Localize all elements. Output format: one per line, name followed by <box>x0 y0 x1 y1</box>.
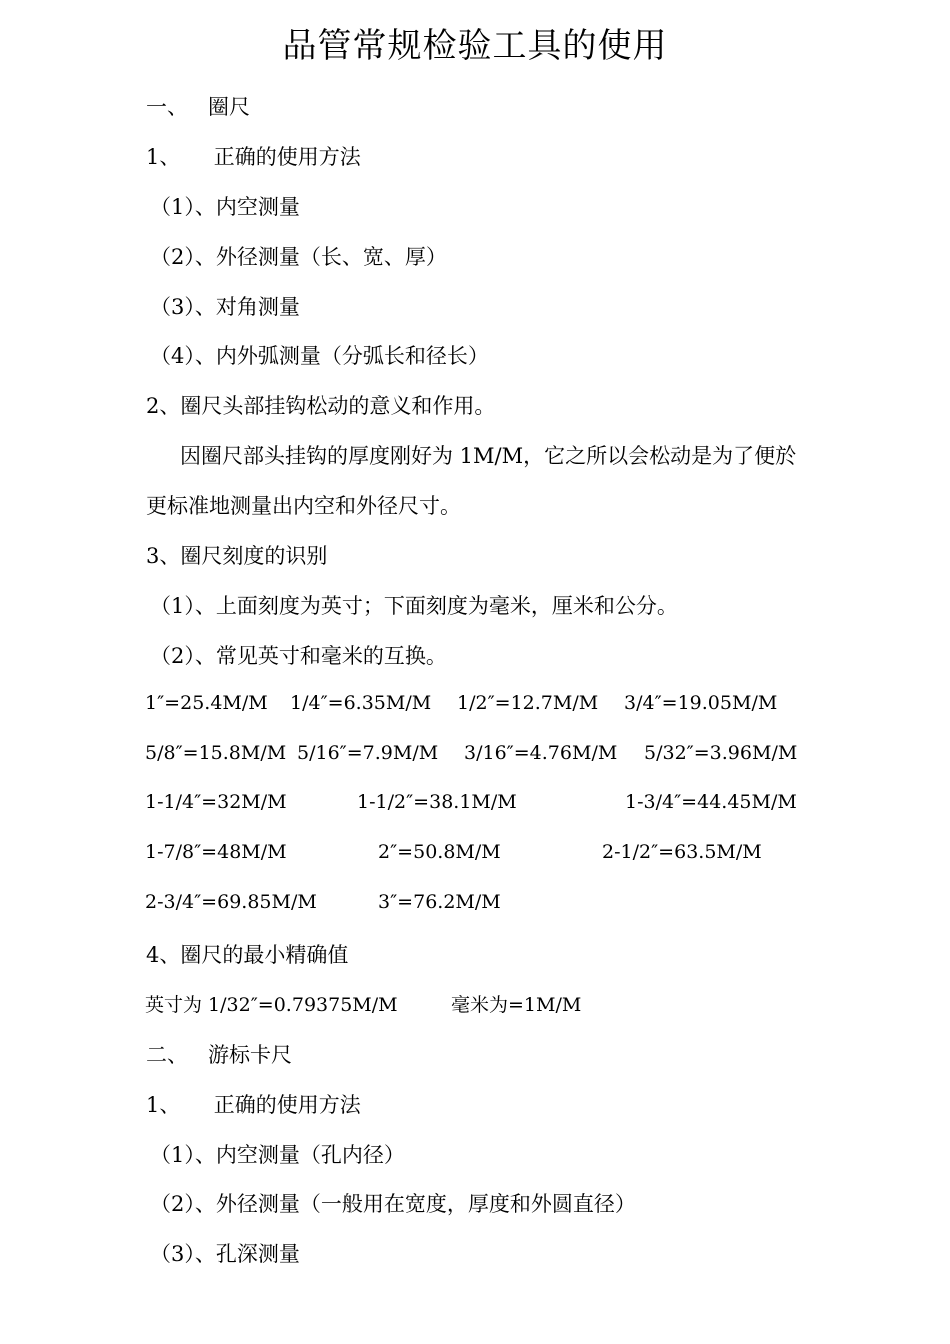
list-item-outer-measure: （2）、外径测量（长、宽、厚） <box>150 245 447 269</box>
conversion-row <box>0 692 950 722</box>
conversion-value: 3″=76.2M/M <box>378 891 501 913</box>
conversion-value: 1-1/4″=32M/M <box>145 791 287 813</box>
conversion-value: 3/16″=4.76M/M <box>464 742 618 764</box>
list-item-diagonal-measure: （3）、对角测量 <box>150 295 300 319</box>
subheading-hook-meaning: 2、圈尺头部挂钩松动的意义和作用。 <box>146 394 496 418</box>
list-item-arc-measure: （4）、内外弧测量（分弧长和径长） <box>150 344 489 368</box>
conversion-value: 2″=50.8M/M <box>378 841 501 863</box>
subheading-usage-method: 1、 正确的使用方法 <box>146 145 361 169</box>
conversion-value: 3/4″=19.05M/M <box>624 692 778 714</box>
conversion-value: 5/8″=15.8M/M <box>145 742 287 764</box>
conversion-value: 1-3/4″=44.45M/M <box>625 791 797 813</box>
conversion-value: 1-1/2″=38.1M/M <box>357 791 517 813</box>
conversion-value: 1-7/8″=48M/M <box>145 841 287 863</box>
list-item-hole-depth: （3）、孔深测量 <box>150 1242 300 1266</box>
list-item-outer-diameter: （2）、外径测量（一般用在宽度，厚度和外圆直径） <box>150 1192 636 1216</box>
conversion-row <box>0 841 950 871</box>
list-item-conversion-heading: （2）、常见英寸和毫米的互换。 <box>150 644 447 668</box>
precision-mm: 毫米为=1M/M <box>451 994 582 1016</box>
conversion-value: 2-1/2″=63.5M/M <box>602 841 762 863</box>
conversion-value: 5/32″=3.96M/M <box>644 742 798 764</box>
section-heading-tape-measure: 一、 圈尺 <box>146 95 251 119</box>
subheading-usage-method: 1、 正确的使用方法 <box>146 1093 361 1117</box>
paragraph-hook-line2: 更标准地测量出内空和外径尺寸。 <box>146 494 461 518</box>
list-item-scale-units: （1）、上面刻度为英寸；下面刻度为毫米，厘米和公分。 <box>150 594 678 618</box>
conversion-value: 1/4″=6.35M/M <box>290 692 432 714</box>
subheading-scale-reading: 3、圈尺刻度的识别 <box>146 544 328 568</box>
list-item-hole-inner: （1）、内空测量（孔内径） <box>150 1143 405 1167</box>
conversion-value: 1″=25.4M/M <box>145 692 268 714</box>
conversion-row <box>0 891 950 921</box>
list-item-inner-measure: （1）、内空测量 <box>150 195 300 219</box>
conversion-value: 1/2″=12.7M/M <box>457 692 599 714</box>
section-heading-vernier-caliper: 二、 游标卡尺 <box>146 1043 293 1067</box>
conversion-row <box>0 742 950 772</box>
conversion-value: 5/16″=7.9M/M <box>297 742 439 764</box>
document-title: 品管常规检验工具的使用 <box>282 26 668 66</box>
subheading-min-precision: 4、圈尺的最小精确值 <box>146 943 349 967</box>
conversion-row <box>0 791 950 821</box>
paragraph-hook-line1: 因圈尺部头挂钩的厚度刚好为 1M/M，它之所以会松动是为了便於 <box>180 444 797 468</box>
conversion-value: 2-3/4″=69.85M/M <box>145 891 317 913</box>
precision-row <box>0 990 950 1020</box>
precision-inch: 英寸为 1/32″=0.79375M/M <box>145 994 398 1016</box>
